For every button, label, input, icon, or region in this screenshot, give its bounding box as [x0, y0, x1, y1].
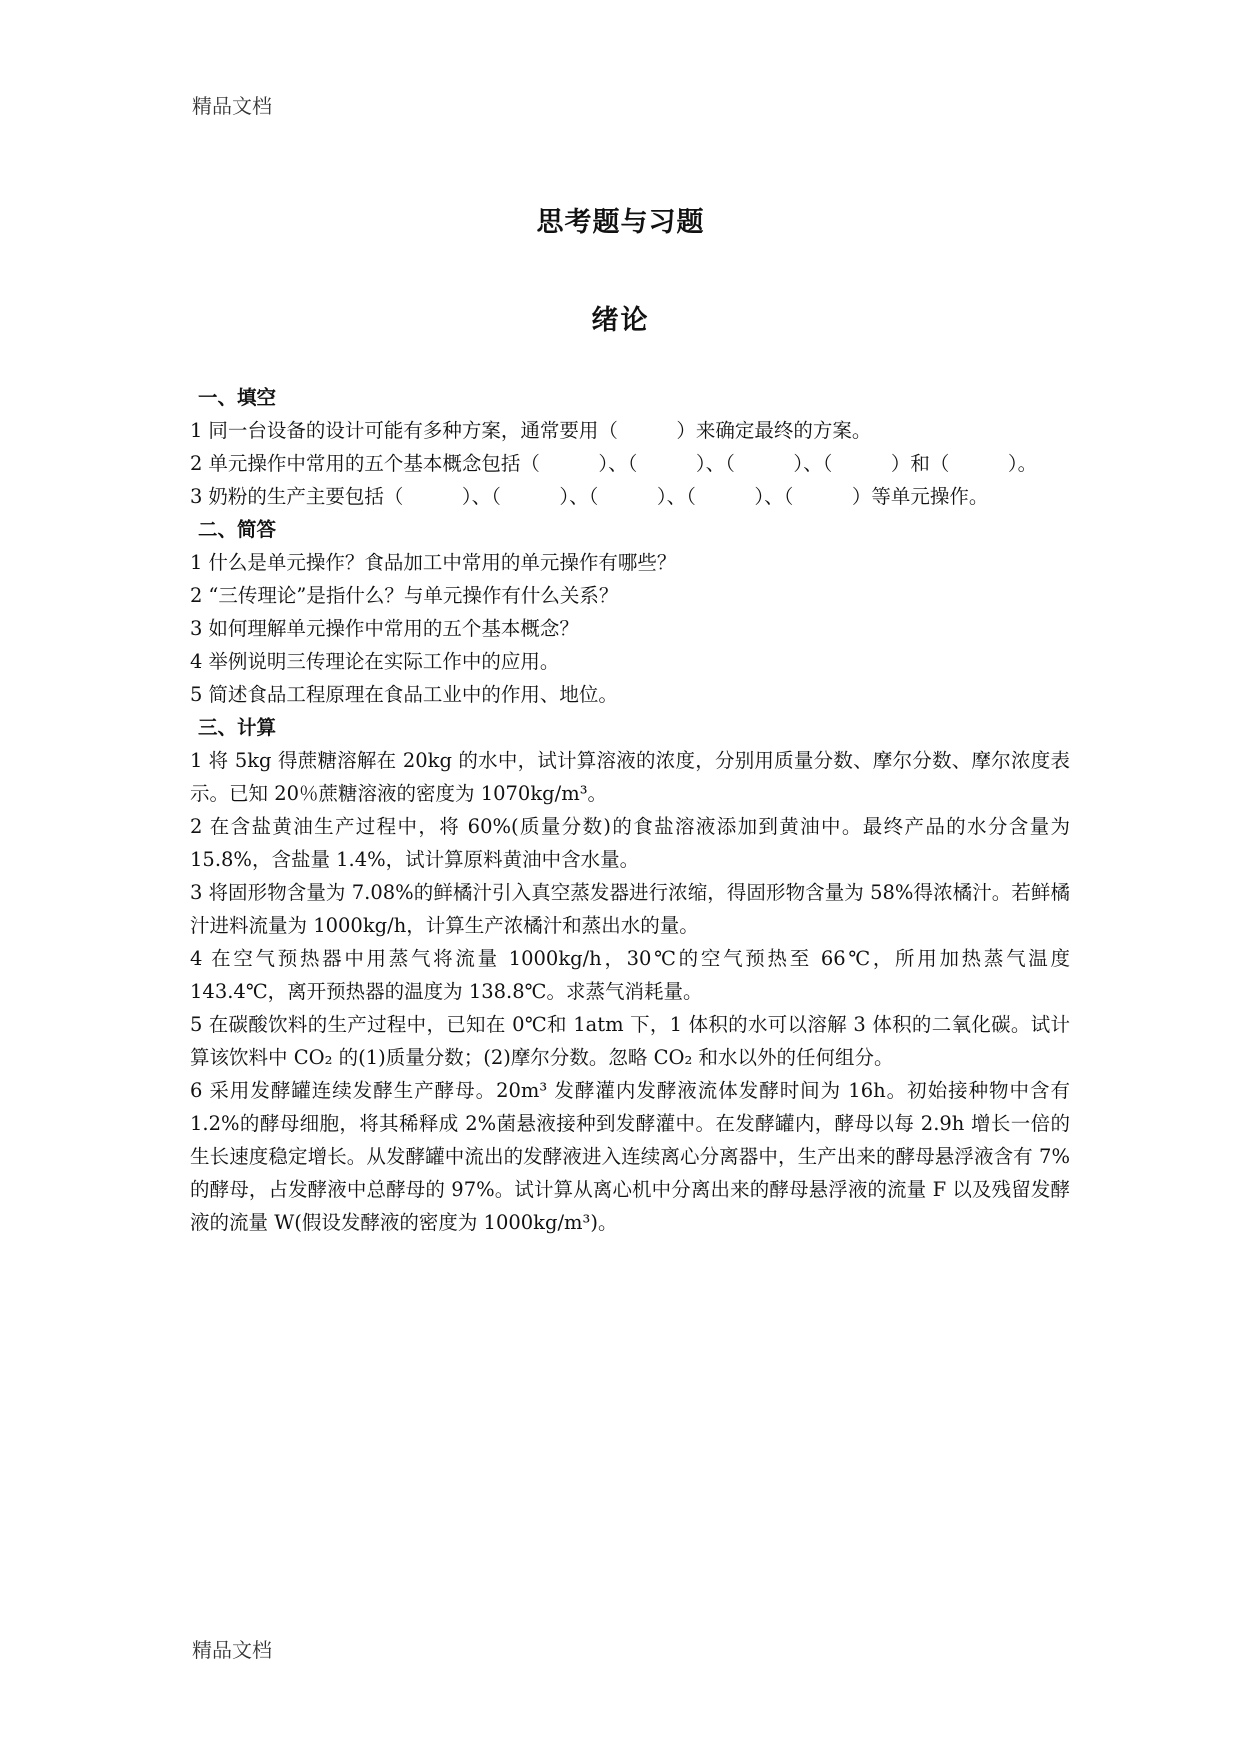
section-short-answer — [190, 513, 1070, 711]
page-footer: 精品文档 — [192, 1638, 272, 1662]
question-number: 3 — [190, 617, 203, 640]
question-text: 简述食品工程原理在食品工业中的作用、地位。 — [208, 683, 618, 706]
document-body — [190, 381, 1070, 1239]
section-heading: 三、计算 — [198, 716, 277, 739]
question-item — [190, 612, 1070, 645]
question-text: 单元操作中常用的五个基本概念包括（ ）、（ ）、（ ）、（ ）和（ ）。 — [208, 452, 1038, 475]
question-text: 在空气预热器中用蒸气将流量 1000kg/h，30℃的空气预热至 66℃，所用加热蒸气温度 143.4℃，离开预热器的温度为 138.8℃。求蒸气消耗量。 — [190, 947, 1070, 1003]
question-number: 1 — [190, 419, 203, 442]
question-number: 2 — [190, 815, 203, 838]
page-header: 精品文档 — [192, 94, 272, 118]
question-item — [190, 579, 1070, 612]
question-text: “三传理论”是指什么？与单元操作有什么关系？ — [208, 584, 619, 607]
question-number: 3 — [190, 881, 203, 904]
question-item — [190, 1008, 1070, 1074]
question-item — [190, 810, 1070, 876]
question-text: 将固形物含量为 7.08%的鲜橘汁引入真空蒸发器进行浓缩，得固形物含量为 58%得浓橘汁。若鲜橘汁进料流量为 1000kg/h，计算生产浓橘汁和蒸出水的量。 — [190, 881, 1070, 937]
question-item — [190, 1074, 1070, 1239]
section-heading: 一、填空 — [198, 386, 277, 409]
chapter-title: 绪论 — [591, 305, 650, 336]
question-text: 采用发酵罐连续发酵生产酵母。20m³ 发酵灌内发酵液流体发酵时间为 16h。初始接种物中含有 1.2%的酵母细胞，将其稀释成 2%菌悬液接种到发酵灌中。在发酵罐内，酵母以每 2.9h 增长一倍的生长速度稳定增长。从发酵罐中流出的发酵液进入连续离心分离器中，生产出来的酵母悬浮液含有 7%的酵母，占发酵液中总酵母的 97%。试计算从离心机中分离出来的酵母悬浮液的流量 F 以及残留发酵液的流量 W(假设发酵液的密度为 1000kg/m³)。 — [190, 1079, 1070, 1234]
question-text: 同一台设备的设计可能有多种方案，通常要用（ ）来确定最终的方案。 — [208, 419, 872, 442]
question-text: 什么是单元操作？食品加工中常用的单元操作有哪些？ — [208, 551, 677, 574]
question-text: 在含盐黄油生产过程中，将 60%(质量分数)的食盐溶液添加到黄油中。最终产品的水分含量为 15.8%，含盐量 1.4%，试计算原料黄油中含水量。 — [190, 815, 1070, 871]
question-number: 6 — [190, 1079, 203, 1102]
question-item — [190, 876, 1070, 942]
question-number: 1 — [190, 749, 203, 772]
question-item — [190, 942, 1070, 1008]
question-item — [190, 645, 1070, 678]
question-number: 3 — [190, 485, 203, 508]
section-fill-in — [190, 381, 1070, 513]
question-number: 2 — [190, 584, 203, 607]
question-number: 4 — [190, 947, 203, 970]
question-text: 将 5kg 得蔗糖溶解在 20kg 的水中，试计算溶液的浓度，分别用质量分数、摩尔分数、摩尔浓度表示。已知 20％蔗糖溶液的密度为 1070kg/m³。 — [190, 749, 1070, 805]
question-text: 奶粉的生产主要包括（ ）、（ ）、（ ）、（ ）、（ ）等单元操作。 — [208, 485, 989, 508]
document-title: 思考题与习题 — [536, 207, 705, 238]
question-number: 5 — [190, 1013, 203, 1036]
question-item — [190, 678, 1070, 711]
section-heading: 二、简答 — [198, 518, 277, 541]
question-item — [190, 414, 1070, 447]
question-number: 4 — [190, 650, 203, 673]
question-text: 举例说明三传理论在实际工作中的应用。 — [208, 650, 560, 673]
question-item — [190, 546, 1070, 579]
question-item — [190, 447, 1070, 480]
question-number: 1 — [190, 551, 203, 574]
section-calculation — [190, 711, 1070, 1239]
question-item — [190, 744, 1070, 810]
question-text: 如何理解单元操作中常用的五个基本概念？ — [208, 617, 579, 640]
question-text: 在碳酸饮料的生产过程中，已知在 0℃和 1atm 下，1 体积的水可以溶解 3 体积的二氧化碳。试计算该饮料中 CO₂ 的(1)质量分数；(2)摩尔分数。忽略 CO₂ 和水以外的任何组分。 — [190, 1013, 1070, 1069]
question-number: 5 — [190, 683, 203, 706]
question-item — [190, 480, 1070, 513]
question-number: 2 — [190, 452, 203, 475]
